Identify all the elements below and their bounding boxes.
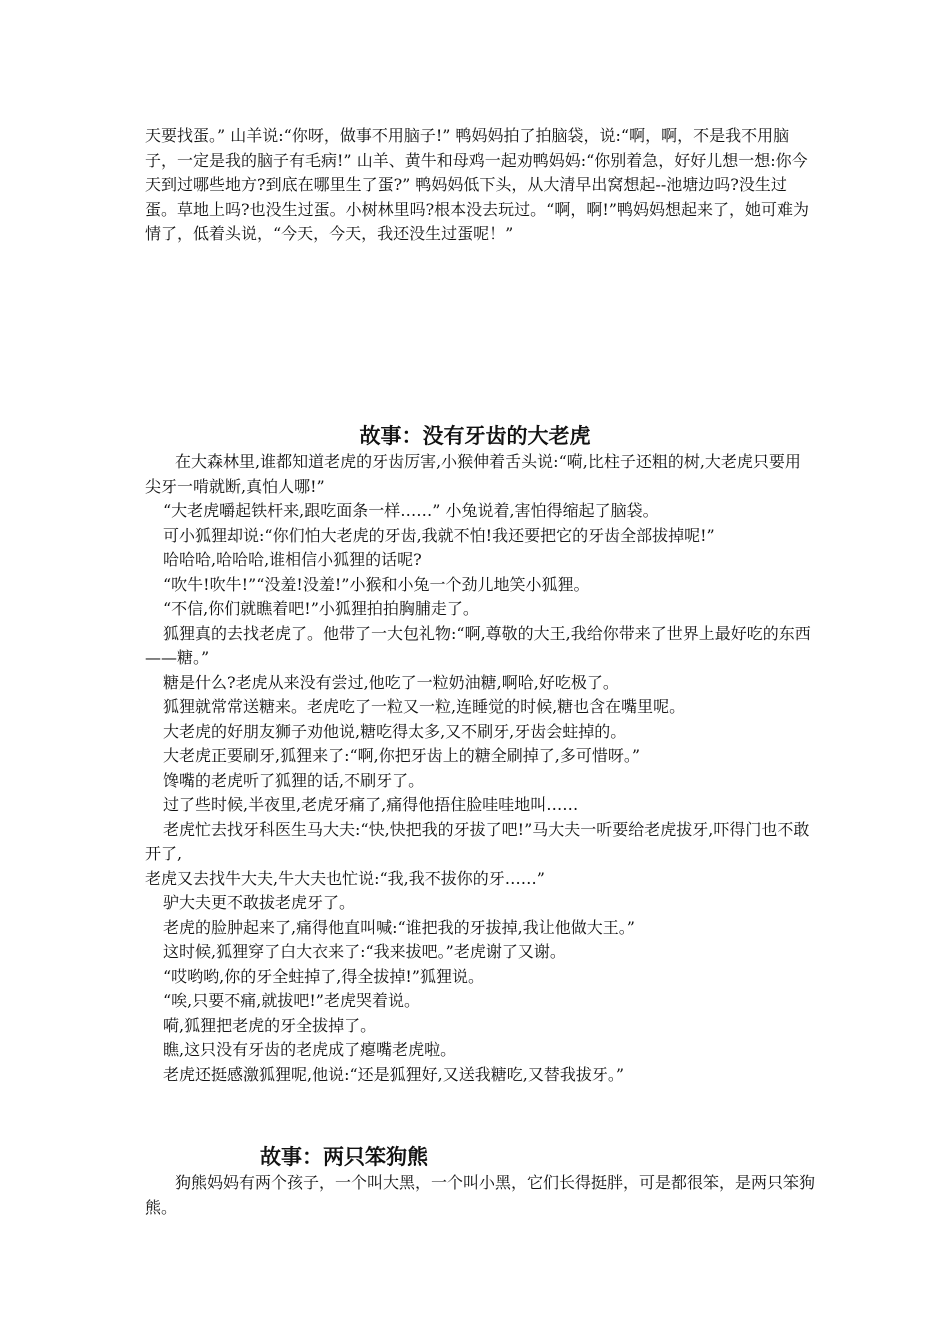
paragraph: “唉,只要不痛,就拔吧!”老虎哭着说。 bbox=[163, 991, 420, 1010]
paragraph: “大老虎嚼起铁杆来,跟吃面条一样……” 小兔说着,害怕得缩起了脑袋。 bbox=[163, 501, 659, 520]
paragraph: 老虎又去找牛大夫,牛大夫也忙说:“我,我不拔你的牙……” bbox=[145, 868, 545, 888]
paragraph: 大老虎的好朋友狮子劝他说,糖吃得太多,又不刷牙,牙齿会蛀掉的。 bbox=[163, 721, 627, 741]
paragraph: 馋嘴的老虎听了狐狸的话,不刷牙了。 bbox=[163, 770, 425, 790]
story-title-bears: 故事：两只笨狗熊 bbox=[260, 1144, 428, 1169]
paragraph: 过了些时候,半夜里,老虎牙痛了,痛得他捂住脸哇哇地叫…… bbox=[163, 795, 579, 814]
paragraph: 老虎的脸肿起来了,痛得他直叫喊:“谁把我的牙拔掉,我让他做大王。” bbox=[163, 917, 635, 937]
story-continuation bbox=[145, 124, 815, 247]
paragraph: 瞧,这只没有牙齿的老虎成了瘪嘴老虎啦。 bbox=[163, 1040, 457, 1059]
paragraph: 老虎还挺感激狐狸呢,他说:“还是狐狸好,又送我糖吃,又替我拔牙。” bbox=[163, 1064, 625, 1084]
paragraph: 哈哈哈,哈哈哈,谁相信小狐狸的话呢? bbox=[163, 550, 422, 569]
paragraph: 这时候,狐狸穿了白大衣来了:“我来拔吧。”老虎谢了又谢。 bbox=[163, 942, 566, 961]
paragraph: 在大森林里,谁都知道老虎的牙齿厉害,小猴伸着舌头说:“嗬,比柱子还粗的树,大老虎只要用尖牙一啃就断,真怕人哪!” bbox=[145, 452, 801, 496]
story-body-bears bbox=[145, 1171, 815, 1220]
paragraph: 糖是什么?老虎从来没有尝过,他吃了一粒奶油糖,啊哈,好吃极了。 bbox=[163, 672, 619, 692]
paragraph: 驴大夫更不敢拔老虎牙了。 bbox=[163, 893, 356, 912]
paragraph: 天要找蛋。” 山羊说:“你呀，做事不用脑子!” 鸭妈妈拍了拍脑袋，说:“啊，啊，不是我不用脑子，一定是我的脑子有毛病!” 山羊、黄牛和母鸡一起劝鸭妈妈:“你别着急，好好儿想一想:你今天到过哪些地方?到底在哪里生了蛋?” 鸭妈妈低下头，从大清早出窝想起--池塘边吗?没生过蛋。草地上吗?也没生过蛋。小树林里吗?根本没去玩过。“啊，啊!”鸭妈妈想起来了，她可难为情了，低着头说，“今天，今天，我还没生过蛋呢！” bbox=[145, 126, 809, 243]
paragraph: 狐狸真的去找老虎了。他带了一大包礼物:“啊,尊敬的大王,我给你带来了世界上最好吃的东西——糖。” bbox=[145, 623, 811, 667]
paragraph: “不信,你们就瞧着吧!”小狐狸拍拍胸脯走了。 bbox=[163, 599, 479, 618]
paragraph: 老虎忙去找牙科医生马大夫:“快,快把我的牙拔了吧!”马大夫一听要给老虎拔牙,吓得门也不敢开了, bbox=[145, 819, 810, 863]
paragraph: “吹牛!吹牛!”“没羞!没羞!”小猴和小兔一个劲儿地笑小狐狸。 bbox=[163, 574, 590, 594]
paragraph: “哎哟哟,你的牙全蛀掉了,得全拔掉!”狐狸说。 bbox=[163, 966, 484, 986]
paragraph: 狗熊妈妈有两个孩子，一个叫大黑，一个叫小黑，它们长得挺胖，可是都很笨，是两只笨狗熊。 bbox=[145, 1173, 816, 1217]
story-body-tiger bbox=[145, 450, 815, 1087]
paragraph: 可小狐狸却说:“你们怕大老虎的牙齿,我就不怕!我还要把它的牙齿全部拔掉呢!” bbox=[163, 525, 715, 545]
paragraph: 狐狸就常常送糖来。老虎吃了一粒又一粒,连睡觉的时候,糖也含在嘴里呢。 bbox=[163, 697, 686, 716]
paragraph: 大老虎正要刷牙,狐狸来了:“啊,你把牙齿上的糖全刷掉了,多可惜呀。” bbox=[163, 746, 641, 765]
paragraph: 嗬,狐狸把老虎的牙全拔掉了。 bbox=[163, 1015, 377, 1035]
story-title-tiger: 故事：没有牙齿的大老虎 bbox=[359, 423, 591, 448]
